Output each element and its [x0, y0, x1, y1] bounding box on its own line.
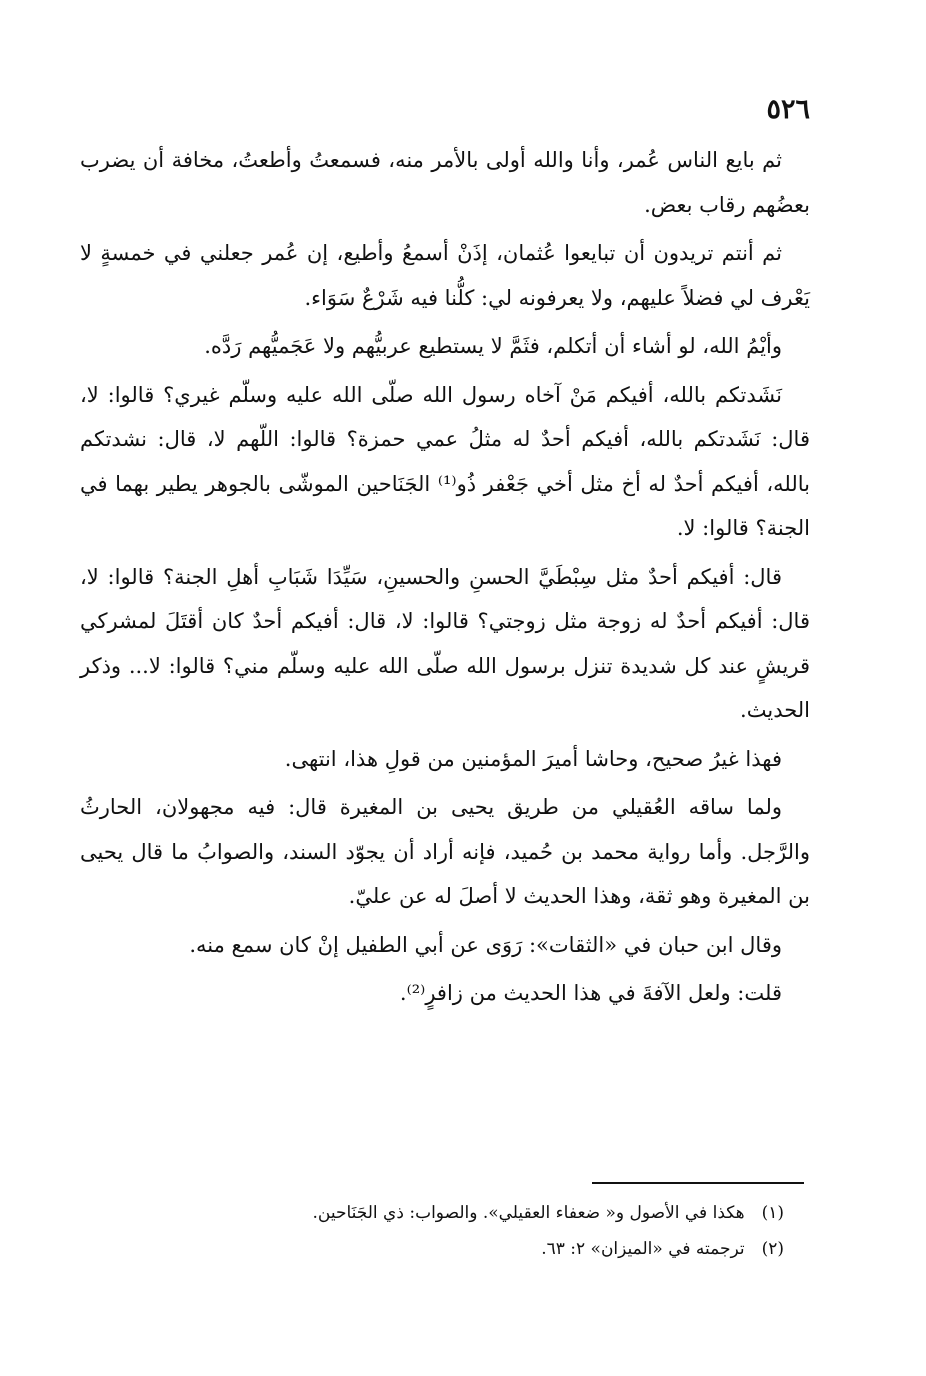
- footnote-text: ترجمته في «الميزان» ٢: ٦٣.: [541, 1239, 745, 1259]
- paragraph-8: وقال ابن حبان في «الثقات»: رَوَى عن أبي الطفيل إنْ كان سمع منه.: [189, 932, 782, 957]
- footnotes: [80, 1195, 810, 1267]
- footnote-2: [80, 1231, 810, 1267]
- footnote-number: (١): [761, 1203, 784, 1223]
- page-body: [80, 90, 811, 1259]
- paragraph-5: قال: أفيكم أحدٌ مثل سِبْطَيَّ الحسنِ والحسينِ، سَيِّدَا شَبَابِ أهلِ الجنة؟ قالوا: لا، قال: أفيكم أحدٌ له زوجة مثل زوجتي؟ قالوا: لا، قال: أفيكم أحدٌ كان أقتَلَ لمشركي قريشٍ عند كل شديدة تنزل برسول الله صلّى الله عليه وسلّم مني؟ قالوا: لا... وذكر الحديث.: [80, 564, 810, 722]
- footnote-text: هكذا في الأصول و« ضعفاء العقيلي». والصواب: ذي الجَنَاحين.: [312, 1203, 745, 1223]
- paragraph-1: ثم بايع الناس عُمر، وأنا والله أولى بالأمر منه، فسمعتُ وأطعتُ، مخافة أن يضرب بعضُهم رقاب بعض.: [80, 148, 810, 217]
- page-number: ٥٢٦: [766, 94, 810, 125]
- paragraph-9: قلت: ولعل الآفةَ في هذا الحديث من زافرٍ⁽²⁾.: [399, 981, 782, 1005]
- paragraph-3: وأيْمُ الله، لو أشاء أن أتكلم، فثَمَّ لا يستطيع عربيُّهم ولا عَجَميُّهم رَدَّه.: [204, 334, 782, 358]
- footnote-divider: [592, 1182, 804, 1184]
- paragraph-6: فهذا غيرُ صحيح، وحاشا أميرَ المؤمنين من قولِ هذا، انتهى.: [284, 746, 782, 771]
- footnote-1: [80, 1195, 810, 1231]
- footnote-number: (٢): [761, 1239, 784, 1259]
- paragraph-2: ثم أنتم تريدون أن تبايعوا عُثمان، إذَنْ أسمعُ وأطيع، إن عُمر جعلني في خمسةٍ لا يَعْرف لي فضلاً عليهم، ولا يعرفونه لي: كلُّنا فيه شَرْعٌ سَوَاء.: [80, 241, 810, 310]
- paragraph-7: ولما ساقه العُقيلي من طريق يحيى بن المغيرة قال: فيه مجهولان، الحارثُ والرَّجل. وأما رواية محمد بن حُميد، فإنه أراد أن يجوّد السند، والصوابُ ما قال يحيى بن المغيرة وهو ثقة، وهذا الحديث لا أصلَ له عن عليّ.: [80, 795, 810, 908]
- paragraph-4: نَشَدتكم بالله، أفيكم مَنْ آخاه رسول الله صلّى الله عليه وسلّم غيري؟ قالوا: لا، قال: نَشَدتكم بالله، أفيكم أحدٌ له مثلُ عمي حمزة؟ قالوا: اللّهم لا، قال: نشدتكم بالله، أفيكم أحدٌ له أخ مثل أخي جَعْفر ذُو⁽¹⁾ الجَنَاحين الموشّى بالجوهر يطير بهما في الجنة؟ قالوا: لا.: [80, 382, 811, 540]
